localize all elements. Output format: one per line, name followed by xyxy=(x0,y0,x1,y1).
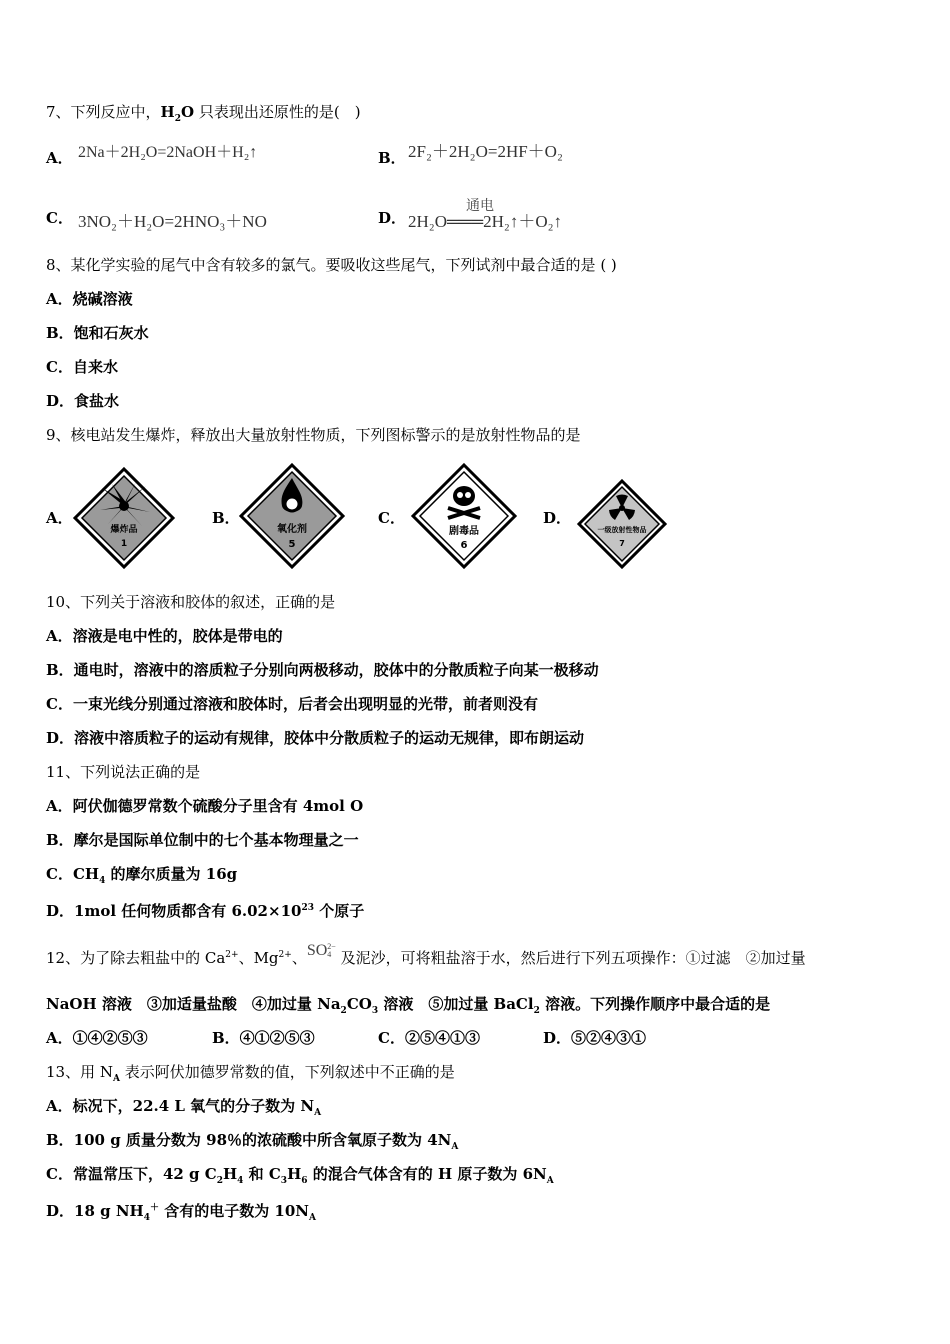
oxidizer-sign-icon xyxy=(238,462,346,570)
q7-stem: 7、下列反应中，$H_2O$ 只表现出还原性的是( ) xyxy=(46,103,361,124)
q7-option-c-label: C． xyxy=(46,209,73,227)
q7-formula-d: 2H₂O═══2H₂↑＋O₂↑ xyxy=(408,212,563,231)
sign-d-text: 一级放射性物品 xyxy=(597,526,647,534)
q8-option-c: C．自来水 xyxy=(46,358,118,376)
q7-option-b-label: B． xyxy=(378,149,406,167)
q9-label-a: A． xyxy=(46,509,73,527)
q11-option-a: A．阿伏伽德罗常数个硫酸分子里含有 4mol O xyxy=(46,797,364,815)
radioactive-sign-icon xyxy=(576,478,668,570)
q7-formula-c: 3NO₂＋H₂O=2HNO₃＋NO xyxy=(78,212,267,231)
sign-a-text: 爆炸品 xyxy=(110,525,138,535)
explosive-sign-icon xyxy=(72,466,176,570)
q10-option-b: B．通电时，溶液中的溶质粒子分别向两极移动，胶体中的分散质粒子向某一极移动 xyxy=(46,661,599,679)
toxic-sign-icon xyxy=(410,462,518,570)
q9-label-c: C． xyxy=(378,509,405,527)
q9-stem: 9、核电站发生爆炸，释放出大量放射性物质，下列图标警示的是放射性物品的是 xyxy=(46,426,581,444)
q12-stem: 12、为了除去粗盐中的 $Ca^{2+}$、$Mg^{2+}$、SO 2− 4 及泥沙，可将粗盐溶于水，然后进行下列五项操作：①过滤 ②加过量 xyxy=(46,942,806,967)
q12-stem-line2: NaOH 溶液 ③加适量盐酸 ④加过量 $Na_2CO_3$ 溶液 ⑤加过量 BaCl$_2$ 溶液。下列操作顺序中最合适的是 xyxy=(46,995,771,1016)
q10-option-a: A．溶液是电中性的，胶体是带电的 xyxy=(46,627,283,645)
sign-d-number: 7 xyxy=(619,539,625,548)
q12-option-d: D．⑤②④③① xyxy=(543,1029,647,1047)
q12-option-c: C．②⑤④①③ xyxy=(378,1029,480,1047)
sign-b-text: 氧化剂 xyxy=(277,524,307,535)
q9-label-d: D． xyxy=(543,509,572,527)
sign-c-number: 6 xyxy=(460,540,468,551)
q13-option-d: D．18 g $NH_4^+$ 含有的电子数为 $10N_A$ xyxy=(46,1202,316,1223)
q8-option-a: A．烧碱溶液 xyxy=(46,290,133,308)
q12-option-a: A．①④②⑤③ xyxy=(46,1029,148,1047)
q7-condition-d: 通电 xyxy=(466,199,494,214)
q7-option-d-label: D． xyxy=(378,209,407,227)
q8-option-b: B．饱和石灰水 xyxy=(46,324,149,342)
q7-formula-a: 2Na＋2H₂O=2NaOH＋H₂↑ xyxy=(78,144,258,161)
q13-option-c: C．常温常压下，42 g $C_2H_4$ 和 $C_3H_6$ 的混合气体含有的 H 原子数为 $6N_A$ xyxy=(46,1165,554,1186)
q10-option-c: C．一束光线分别通过溶液和胶体时，后者会出现明显的光带，前者则没有 xyxy=(46,695,538,713)
q13-stem: 13、用 $N_A$ 表示阿伏加德罗常数的值，下列叙述中不正确的是 xyxy=(46,1063,455,1084)
q11-stem: 11、下列说法正确的是 xyxy=(46,763,201,781)
q13-option-a: A．标况下，22.4 L 氧气的分子数为 $N_A$ xyxy=(46,1097,322,1118)
q11-option-b: B．摩尔是国际单位制中的七个基本物理量之一 xyxy=(46,831,359,849)
sign-a-number: 1 xyxy=(120,539,128,549)
q9-label-b: B． xyxy=(212,509,240,527)
sign-c-text: 剧毒品 xyxy=(449,526,479,537)
q10-stem: 10、下列关于溶液和胶体的叙述，正确的是 xyxy=(46,593,336,611)
q7-formula-b: 2F₂＋2H₂O=2HF＋O₂ xyxy=(408,142,563,161)
q8-option-d: D．食盐水 xyxy=(46,392,120,410)
q7-option-a-label: A． xyxy=(46,149,73,167)
q12-option-b: B．④①②⑤③ xyxy=(212,1029,315,1047)
q10-option-d: D．溶液中溶质粒子的运动有规律，胶体中分散质粒子的运动无规律，即布朗运动 xyxy=(46,729,585,747)
q13-option-b: B．100 g 质量分数为 98％的浓硫酸中所含氧原子数为 $4N_A$ xyxy=(46,1131,459,1152)
sign-b-number: 5 xyxy=(288,539,296,550)
q8-stem: 8、某化学实验的尾气中含有较多的氯气。要吸收这些尾气，下列试剂中最合适的是 ( ) xyxy=(46,256,617,274)
q11-option-d: D．1mol 任何物质都含有 $6.02\times 10^{23}$ 个原子 xyxy=(46,902,365,920)
q11-option-c: C．$CH_4$ 的摩尔质量为 16g xyxy=(46,865,238,886)
